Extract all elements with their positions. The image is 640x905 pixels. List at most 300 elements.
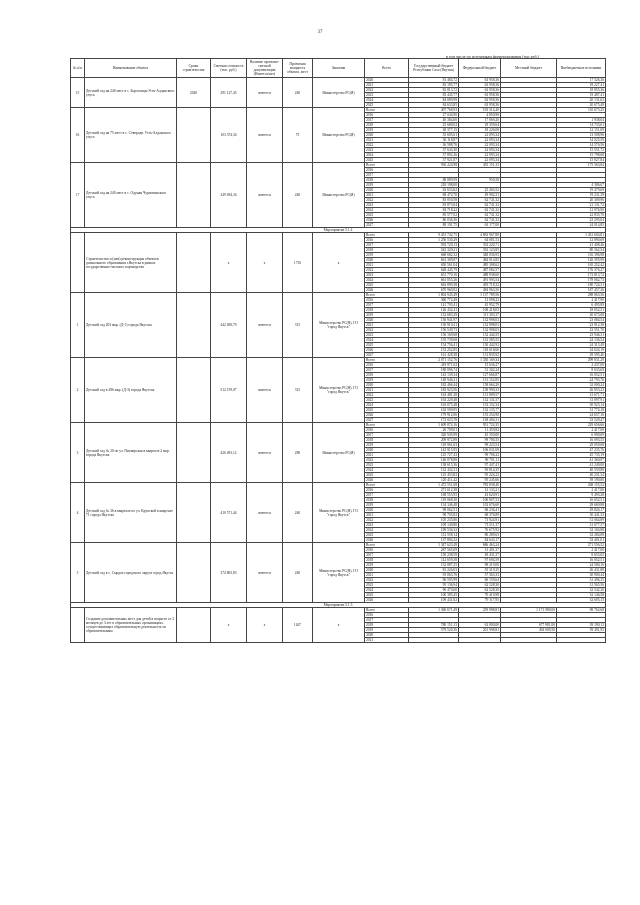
state-budget-cell: 22 093,34 [459, 158, 501, 163]
state-budget-cell: 259 998,81 [459, 608, 501, 613]
total-cell: 84 633,85 [409, 103, 459, 108]
state-budget-cell: 63 958,36 [459, 88, 501, 93]
state-budget-cell: 333 220,71 [459, 243, 501, 248]
year-cell: 2022 [365, 143, 409, 148]
estimated-cost: 249 494,34 [211, 163, 247, 228]
year-cell: 2025 [365, 473, 409, 478]
state-budget-cell: 73 924,91 [459, 518, 501, 523]
col-docs-header: Наличие проектно-сметной документации (Имеется/нет) [247, 59, 283, 78]
local-budget-cell: 16 052,51 [557, 373, 606, 378]
total-cell: 156 549,73 [409, 328, 459, 333]
year-cell: 2016 [365, 428, 409, 433]
year-cell: 2022 [365, 198, 409, 203]
construction-period [177, 108, 211, 163]
local-budget-cell: 126 395,99 [557, 258, 606, 263]
local-budget-cell: 1 431 604,81 [557, 233, 606, 238]
total-cell: 132 887,25 [409, 563, 459, 568]
local-budget-cell: 14 733,61 [557, 123, 606, 128]
local-budget-cell: 32 000,24 [557, 383, 606, 388]
year-cell: 2018 [365, 558, 409, 563]
estimated-cost: 291 127,45 [211, 78, 247, 108]
year-cell: 2017 [365, 243, 409, 248]
year-cell: 2019 [365, 628, 409, 633]
local-budget-cell: 2 437,00 [557, 363, 606, 368]
total-cell: 98 703,82 [409, 513, 459, 518]
local-budget-cell: 20 131,63 [557, 98, 606, 103]
year-cell: 2018 [365, 248, 409, 253]
local-budget-cell: 39 190,80 [557, 478, 606, 483]
year-cell: 2025 [365, 593, 409, 598]
state-budget-cell: 98 219,00 [459, 563, 501, 568]
total-cell: 120 411,42 [409, 478, 459, 483]
state-budget-cell: 43 620,91 [459, 493, 501, 498]
local-budget-cell: 9 493,28 [557, 493, 606, 498]
local-budget-cell: 29 595,46 [557, 353, 606, 358]
year-cell: 2025 [365, 408, 409, 413]
state-budget-cell: 487 082,57 [459, 268, 501, 273]
year-cell: 2022 [365, 578, 409, 583]
construction-period [177, 543, 211, 603]
year-cell: 2019 [365, 128, 409, 133]
state-budget-cell: 95 224,23 [459, 473, 501, 478]
local-budget-cell: 176 376,27 [557, 268, 606, 273]
estimated-cost: х [211, 608, 247, 643]
object-number [71, 233, 85, 293]
total-cell: 30 377,15 [409, 128, 459, 133]
year-cell: 2016 [365, 168, 409, 173]
col-state-header: Государственный бюджет Республики Саха (Якутия) [409, 59, 459, 78]
local-budget-cell [557, 638, 606, 643]
table-header-row [71, 59, 606, 78]
object-number [71, 608, 85, 643]
local-budget-cell: 18 052,51 [557, 308, 606, 313]
state-budget-cell: 80 289,63 [459, 533, 501, 538]
year-cell: 2024 [365, 278, 409, 283]
col-local-header: Местный бюджет [501, 59, 557, 78]
state-budget-cell: 62 741,32 [459, 198, 501, 203]
total-cell: 83 873,04 [409, 203, 459, 208]
total-cell: 153 252,85 [409, 348, 459, 353]
total-cell: 143 915,95 [409, 448, 459, 453]
design-capacity: 280 [283, 423, 313, 483]
state-budget-cell: 4 850,90 [459, 113, 501, 118]
year-cell: 2026 [365, 348, 409, 353]
year-cell: 2025 [365, 158, 409, 163]
state-budget-cell: 62 528,30 [459, 583, 501, 588]
year-cell: 2016 [365, 238, 409, 243]
state-budget-cell: 62 741,32 [459, 218, 501, 223]
local-budget-cell: 2 417,90 [557, 298, 606, 303]
state-budget-cell: 49 431,37 [459, 553, 501, 558]
object-name: Строительство и (или) реконструкция объектов дошкольного образования г.Якутска в рамках государственно-частного партнерства [85, 233, 177, 293]
state-budget-cell: 62 741,32 [459, 213, 501, 218]
total-cell: 82 185,77 [409, 83, 459, 88]
state-budget-cell: 99 223,54 [459, 443, 501, 448]
total-cell: 25 680,02 [409, 123, 459, 128]
year-cell: 2020 [365, 78, 409, 83]
total-cell: 154 756,41 [409, 343, 459, 348]
local-budget-cell: 31 064,89 [557, 518, 606, 523]
state-budget-cell: 18 226,08 [459, 128, 501, 133]
object-number: 15 [71, 78, 85, 108]
total-cell: 112 558,14 [409, 533, 459, 538]
year-cell: 2025 [365, 343, 409, 348]
year-cell: 2021 [365, 573, 409, 578]
year-cell: 2020 [365, 258, 409, 263]
local-budget-cell: 29 669,88 [557, 503, 606, 508]
year-cell: 2024 [365, 338, 409, 343]
state-budget-cell: 70 410,98 [459, 593, 501, 598]
total-cell: 100 385,45 [409, 593, 459, 598]
design-docs-status: имеется [247, 108, 283, 163]
col-customer-header: Заказчик [313, 59, 365, 78]
local-budget-cell: 39 190,13 [557, 623, 606, 628]
total-cell: 1 360 671,49 [409, 608, 459, 613]
year-cell: 2019 [365, 313, 409, 318]
total-cell: 138 615,36 [409, 463, 459, 468]
design-capacity: 240 [283, 483, 313, 543]
year-cell: 2022 [365, 268, 409, 273]
total-cell: 271 612,38 [409, 488, 459, 493]
total-cell: 661 309,87 [409, 258, 459, 263]
year-cell: 2024 [365, 468, 409, 473]
local-budget-cell: 8 655,05 [557, 553, 606, 558]
object-number: 16 [71, 108, 85, 163]
state-budget-cell: 51 302,24 [459, 368, 501, 373]
total-cell: 218 198,00 [409, 183, 459, 188]
year-cell: 2017 [365, 493, 409, 498]
state-budget-cell: 106 031,69 [459, 448, 501, 453]
year-cell: 2019 [365, 443, 409, 448]
total-cell: 81 226,03 [409, 568, 459, 573]
year-cell: 2023 [365, 523, 409, 528]
total-cell: 109 140,80 [409, 523, 459, 528]
year-cell: 2021 [365, 323, 409, 328]
col-federal-header: Федеральный бюджет [459, 59, 501, 78]
estimated-cost: 374 803,83 [211, 543, 247, 603]
local-budget-cell: 2 417,00 [557, 488, 606, 493]
year-cell: 2023 [365, 203, 409, 208]
total-cell: 419 971,62 [409, 363, 459, 368]
local-budget-cell: 23 912,38 [557, 323, 606, 328]
local-budget-cell: 14 576,56 [557, 143, 606, 148]
year-cell: 2016 [365, 613, 409, 618]
year-cell: 2021 [365, 193, 409, 198]
year-cell: 2020 [365, 448, 409, 453]
local-budget-cell: 6 990,69 [557, 433, 606, 438]
estimated-cost: 426 493,12 [211, 423, 247, 483]
state-budget-cell: 950,58 [459, 178, 501, 183]
total-cell: 96 595,99 [409, 578, 459, 583]
year-cell: Всего [365, 358, 409, 363]
state-budget-cell: 151 152,85 [459, 378, 501, 383]
construction-period [177, 233, 211, 293]
total-cell: 93 063,76 [409, 573, 459, 578]
object-name: Детский сад на 75 мест в с. Северодв. Усть-Алданского улуса [85, 108, 177, 163]
year-cell: 2020 [365, 133, 409, 138]
design-docs-status: имеется [247, 423, 283, 483]
local-budget-cell: 23 946,31 [557, 333, 606, 338]
local-budget-cell: 98 762,68 [557, 608, 606, 613]
year-cell: 2025 [365, 103, 409, 108]
col-extra-header: Внебюджетные источники [557, 59, 606, 78]
local-budget-cell: 14 025,59 [557, 138, 606, 143]
year-cell: 2023 [365, 463, 409, 468]
construction-period [177, 608, 211, 643]
total-cell: 156 941,97 [409, 318, 459, 323]
state-budget-cell: 1 137 789,56 [459, 293, 501, 298]
total-cell: 156 169,68 [409, 333, 459, 338]
year-cell: 2016 [365, 488, 409, 493]
year-cell: 2023 [365, 398, 409, 403]
total-cell: 83 445,77 [409, 93, 459, 98]
local-budget-cell: 24 014,85 [557, 223, 606, 228]
total-cell: 141 793,41 [409, 303, 459, 308]
state-budget-cell: 193 314,40 [459, 108, 501, 113]
year-cell: 2019 [365, 503, 409, 508]
local-budget-cell: 116 396,98 [557, 253, 606, 258]
state-budget-cell: 158 664,20 [459, 383, 501, 388]
year-cell: 2022 [365, 393, 409, 398]
local-budget-cell: 288 863,56 [557, 293, 606, 298]
federal-budget-cell: 494 009,50 [501, 628, 557, 633]
total-cell: 1 347 623,49 [409, 543, 459, 548]
year-cell: 2022 [365, 88, 409, 93]
total-cell: 68 474,70 [409, 193, 459, 198]
state-budget-cell: 15 636,27 [459, 363, 501, 368]
state-budget-cell: 333 123,85 [459, 248, 501, 253]
construction-period [177, 293, 211, 358]
col-capacity-header: Проектная мощность объекта, мест [283, 59, 313, 78]
state-budget-cell: 130 442,92 [459, 343, 501, 348]
local-budget-cell: 32 284,08 [557, 533, 606, 538]
total-cell: 163 229,48 [409, 398, 459, 403]
year-cell: 2017 [365, 433, 409, 438]
year-cell: 2026 [365, 598, 409, 603]
financing-table [70, 58, 606, 643]
year-cell: 2023 [365, 333, 409, 338]
local-budget-cell: 229 656,66 [557, 423, 606, 428]
object-name: Создание дополнительных мест для детей в возрасте от 2 месяцев до 3 лет в образовательных организациях, осуществляющих образовательную деятельность по образовательным [85, 608, 177, 643]
year-cell: 2021 [365, 263, 409, 268]
year-cell: 2027 [365, 353, 409, 358]
year-cell: 2021 [365, 138, 409, 143]
total-cell: 37 921,87 [409, 158, 459, 163]
state-budget-cell: 49 902,31 [459, 193, 501, 198]
total-cell: 37 892,26 [409, 153, 459, 158]
year-cell: 2017 [365, 618, 409, 623]
total-cell: 663 899,38 [409, 283, 459, 288]
local-budget-cell: 24 580,16 [557, 563, 606, 568]
state-budget-cell: 138 494,31 [459, 418, 501, 423]
year-cell: 2018 [365, 438, 409, 443]
year-cell: 2020 [365, 633, 409, 638]
total-cell: 183 923,56 [409, 388, 459, 393]
year-cell: 2021 [365, 83, 409, 88]
local-budget-cell: 34 634,19 [557, 348, 606, 353]
design-docs-status: имеется [247, 163, 283, 228]
local-budget-cell: 47 235,76 [557, 448, 606, 453]
state-budget-cell: 73 511,37 [459, 523, 501, 528]
year-cell: Всего [365, 293, 409, 298]
local-budget-cell: 59 491,95 [557, 628, 606, 633]
customer-name: Министерство РС(Я) [313, 423, 365, 483]
year-cell: 2024 [365, 208, 409, 213]
year-cell: 2018 [365, 623, 409, 628]
year-cell: 2021 [365, 388, 409, 393]
state-budget-cell: 455 151,33 [459, 163, 501, 168]
state-budget-cell: 63 958,36 [459, 93, 501, 98]
section-label: Мероприятие 5.1.4 [71, 228, 606, 233]
state-budget-cell: 132 998,03 [459, 318, 501, 323]
local-budget-cell: 18 227,41 [557, 83, 606, 88]
local-budget-cell: 1 938,04 [557, 118, 606, 123]
year-cell: 2023 [365, 583, 409, 588]
state-budget-cell: 132 998,03 [459, 323, 501, 328]
col-name-header: Наименование объекта [85, 59, 177, 78]
year-cell: 2018 [365, 123, 409, 128]
state-budget-cell: 45 350,00 [459, 433, 501, 438]
page-number: 37 [317, 30, 323, 35]
local-budget-cell: 29 059,68 [557, 443, 606, 448]
construction-period [177, 483, 211, 543]
state-budget-cell: 127 666,87 [459, 373, 501, 378]
total-cell: 780 151,13 [409, 623, 459, 628]
design-capacity: 240 [283, 78, 313, 108]
state-budget-cell: 63 958,36 [459, 103, 501, 108]
year-cell: 2017 [365, 118, 409, 123]
state-budget-cell: 491 993,54 [459, 278, 501, 283]
year-cell: 2018 [365, 308, 409, 313]
design-capacity: 75 [283, 108, 313, 163]
customer-name: Министерство РС(Я) [313, 163, 365, 228]
year-cell: 2026 [365, 538, 409, 543]
total-cell: 1 609 874,16 [409, 423, 459, 428]
design-docs-status: имеется [247, 543, 283, 603]
local-budget-cell: 16 093,55 [557, 438, 606, 443]
state-budget-cell: 97 447,41 [459, 463, 501, 468]
state-budget-cell: 25 403,52 [459, 188, 501, 193]
federal-budget-cell: 1 171 980,00 [501, 608, 557, 613]
total-cell: 105 235,80 [409, 518, 459, 523]
total-cell: 1 804 945,49 [409, 293, 459, 298]
state-budget-cell: 13 098,23 [459, 298, 501, 303]
total-cell: 95 136,94 [409, 583, 459, 588]
year-cell: 2021 [365, 638, 409, 643]
year-cell: 2020 [365, 568, 409, 573]
year-cell: 2027 [365, 223, 409, 228]
local-budget-cell: 31 677,57 [557, 523, 606, 528]
state-budget-cell: 783 838,40 [459, 483, 501, 488]
total-cell: 84 089,99 [409, 98, 459, 103]
total-cell: 88 191,75 [409, 223, 459, 228]
year-cell: 2017 [365, 553, 409, 558]
total-cell: 40 384,00 [409, 118, 459, 123]
year-cell: 2019 [365, 563, 409, 568]
object-name: Детский сад в 286 мкр. (Д-3) города Якутска [85, 358, 177, 423]
state-budget-cell: 494 963,56 [459, 288, 501, 293]
total-cell: 1 472 551,08 [409, 483, 459, 488]
total-cell: 85 577,02 [409, 213, 459, 218]
local-budget-cell: 31 496,35 [557, 578, 606, 583]
total-cell: 26 709,01 [409, 428, 459, 433]
total-cell: 83 050,58 [409, 198, 459, 203]
state-budget-cell: 118 618,66 [459, 348, 501, 353]
year-cell: 2026 [365, 413, 409, 418]
year-cell: 2017 [365, 368, 409, 373]
local-budget-cell: 41 360,97 [557, 458, 606, 463]
local-budget-cell: 41 249,00 [557, 463, 606, 468]
state-budget-cell: 64 081,53 [459, 238, 501, 243]
local-budget-cell: 21 131,72 [557, 203, 606, 208]
local-budget-cell: 4 386,67 [557, 183, 606, 188]
local-budget-cell: 45 735,19 [557, 453, 606, 458]
local-budget-cell: 24 793,76 [557, 378, 606, 383]
state-budget-cell: 132 998,03 [459, 328, 501, 333]
year-cell: 2024 [365, 98, 409, 103]
federal-budget-cell [501, 638, 557, 643]
customer-name: Министерство РС(Я), ГО "город Якутск" [313, 483, 365, 543]
state-budget-cell: 4 863 967,88 [459, 233, 501, 238]
total-cell: 109 536,32 [409, 528, 459, 533]
local-budget-cell: 40 559,88 [557, 468, 606, 473]
state-budget-cell: 99 780,35 [459, 438, 501, 443]
state-budget-cell: 68 236,41 [459, 508, 501, 513]
local-budget-cell: 20 675,49 [557, 103, 606, 108]
construction-period [177, 423, 211, 483]
state-budget-cell: 133 152,34 [459, 403, 501, 408]
state-budget-cell: 63 177,00 [459, 223, 501, 228]
local-budget-cell: 165 252,42 [557, 263, 606, 268]
state-budget-cell: 79 117,95 [459, 598, 501, 603]
table-body [71, 78, 606, 643]
state-budget-cell: 63 000,00 [459, 623, 501, 628]
state-budget-cell: 63 958,36 [459, 78, 501, 83]
local-budget-cell: 110 675,25 [557, 108, 606, 113]
state-budget-cell: 97 694,59 [459, 558, 501, 563]
local-budget-cell: 26 953,23 [557, 388, 606, 393]
col-total-header: Всего [365, 59, 409, 78]
local-budget-cell: 172 813,72 [557, 273, 606, 278]
year-cell: 2016 [365, 298, 409, 303]
state-budget-cell: 484 914,85 [459, 258, 501, 263]
total-cell: 149 946,21 [409, 378, 459, 383]
year-cell: 2019 [365, 378, 409, 383]
year-cell: 2024 [365, 403, 409, 408]
state-budget-cell: 131 809,57 [459, 393, 501, 398]
total-cell: 163 590,95 [409, 408, 459, 413]
total-cell: 81 484,72 [409, 78, 459, 83]
customer-name: Министерство РС(Я), ГО "город Якутск" [313, 293, 365, 358]
total-cell: 9 451 742,75 [409, 233, 459, 238]
total-cell: 407 768,93 [409, 108, 459, 113]
local-budget-cell: 33 529,47 [557, 418, 606, 423]
year-cell: 2016 [365, 113, 409, 118]
object-name: Детский сад № 36 в квартале по ул. Крупской в квартале 71 города Якутска [85, 483, 177, 543]
state-budget-cell: 13 491,37 [459, 548, 501, 553]
year-cell: 2019 [365, 253, 409, 258]
total-cell: 161 428,38 [409, 353, 459, 358]
object-name: Детский сад на 240 мест в с. Борогонцы Усть-Алданского улуса [85, 78, 177, 108]
local-budget-cell: 21 976,90 [557, 208, 606, 213]
local-budget-cell: 187 457,36 [557, 288, 606, 293]
year-cell: 2026 [365, 478, 409, 483]
year-cell: 2026 [365, 288, 409, 293]
state-budget-cell: 55 319,35 [459, 568, 501, 573]
total-cell: 179 912,06 [409, 413, 459, 418]
local-budget-cell: 12 890,69 [557, 238, 606, 243]
state-budget-cell: 22 093,34 [459, 143, 501, 148]
